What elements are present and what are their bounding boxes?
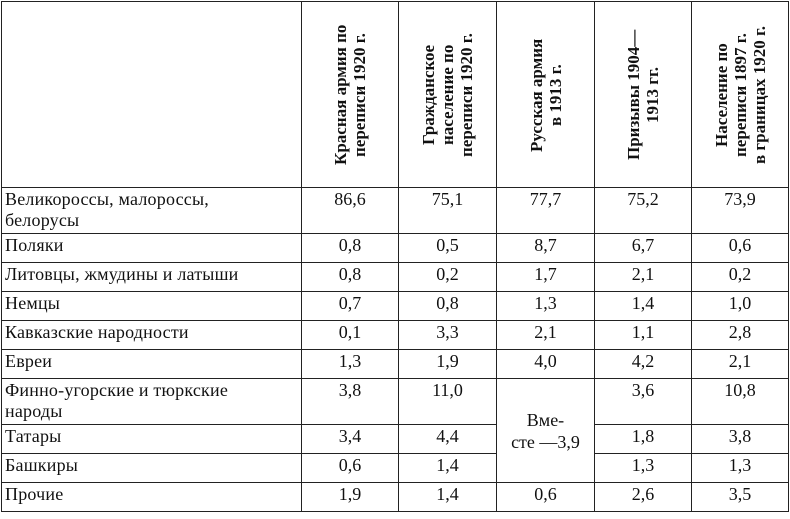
cell-value: 75,2 — [595, 188, 692, 234]
cell-value: 2,6 — [595, 483, 692, 512]
cell-value: 8,7 — [497, 234, 595, 263]
header-civil-population-1920: Гражданское население по переписи 1920 г. — [399, 2, 497, 188]
row-label: Поляки — [2, 234, 302, 263]
cell-value: 1,3 — [302, 350, 399, 379]
table-row — [2, 321, 789, 350]
row-label: Великороссы, малороссы, белорусы — [2, 188, 302, 234]
header-corner-cell — [2, 2, 302, 188]
cell-value: 1,7 — [497, 263, 595, 292]
table-row — [2, 454, 789, 483]
cell-value: 2,1 — [497, 321, 595, 350]
cell-value: 3,8 — [692, 425, 789, 454]
table-row — [2, 263, 789, 292]
row-label: Литовцы, жмудины и латыши — [2, 263, 302, 292]
table-row — [2, 425, 789, 454]
cell-value: 1,3 — [692, 454, 789, 483]
header-red-army-1920: Красная армия по переписи 1920 г. — [302, 2, 399, 188]
cell-value: 1,3 — [595, 454, 692, 483]
cell-value: 3,8 — [302, 379, 399, 425]
row-label: Башкиры — [2, 454, 302, 483]
cell-value: 3,6 — [595, 379, 692, 425]
cell-value: 10,8 — [692, 379, 789, 425]
cell-value: 0,5 — [399, 234, 497, 263]
cell-value: 77,7 — [497, 188, 595, 234]
merged-cell-line2: сте —3,9 — [511, 431, 580, 452]
row-label: Татары — [2, 425, 302, 454]
cell-value: 2,1 — [692, 350, 789, 379]
cell-value: 0,6 — [302, 454, 399, 483]
cell-value: 1,4 — [399, 454, 497, 483]
merged-cell-together — [497, 379, 595, 483]
header-conscriptions-1904-1913: Призывы 1904— 1913 гг. — [595, 2, 692, 188]
cell-value: 0,8 — [302, 263, 399, 292]
table-row — [2, 292, 789, 321]
cell-value: 6,7 — [595, 234, 692, 263]
row-label: Кавказские народности — [2, 321, 302, 350]
table-row — [2, 350, 789, 379]
cell-value: 3,5 — [692, 483, 789, 512]
cell-value: 0,7 — [302, 292, 399, 321]
row-label: Евреи — [2, 350, 302, 379]
table-row — [2, 188, 789, 234]
row-label: Немцы — [2, 292, 302, 321]
cell-value: 1,1 — [595, 321, 692, 350]
cell-value: 73,9 — [692, 188, 789, 234]
row-label: Прочие — [2, 483, 302, 512]
table-row — [2, 234, 789, 263]
cell-value: 0,6 — [497, 483, 595, 512]
table-row — [2, 379, 789, 425]
cell-value: 0,2 — [399, 263, 497, 292]
cell-value: 0,8 — [302, 234, 399, 263]
cell-value: 1,3 — [497, 292, 595, 321]
cell-value: 3,3 — [399, 321, 497, 350]
cell-value: 0,6 — [692, 234, 789, 263]
table-row — [2, 483, 789, 512]
cell-value: 11,0 — [399, 379, 497, 425]
cell-value: 4,4 — [399, 425, 497, 454]
header-population-1897: Население по переписи 1897 г. в границах 1920 г. — [692, 2, 789, 188]
cell-value: 0,8 — [399, 292, 497, 321]
cell-value: 0,1 — [302, 321, 399, 350]
header-russian-army-1913: Русская армия в 1913 г. — [497, 2, 595, 188]
cell-value: 0,2 — [692, 263, 789, 292]
cell-value: 1,0 — [692, 292, 789, 321]
cell-value: 86,6 — [302, 188, 399, 234]
cell-value: 4,0 — [497, 350, 595, 379]
row-label: Финно-угорские и тюркские народы — [2, 379, 302, 425]
cell-value: 2,8 — [692, 321, 789, 350]
cell-value: 4,2 — [595, 350, 692, 379]
header-row — [2, 2, 789, 188]
cell-value: 1,8 — [595, 425, 692, 454]
cell-value: 1,9 — [302, 483, 399, 512]
cell-value: 3,4 — [302, 425, 399, 454]
cell-value: 75,1 — [399, 188, 497, 234]
cell-value: 1,4 — [595, 292, 692, 321]
nationality-table — [1, 1, 789, 512]
cell-value: 2,1 — [595, 263, 692, 292]
merged-cell-line1: Вме- — [526, 409, 565, 430]
cell-value: 1,4 — [399, 483, 497, 512]
cell-value: 1,9 — [399, 350, 497, 379]
